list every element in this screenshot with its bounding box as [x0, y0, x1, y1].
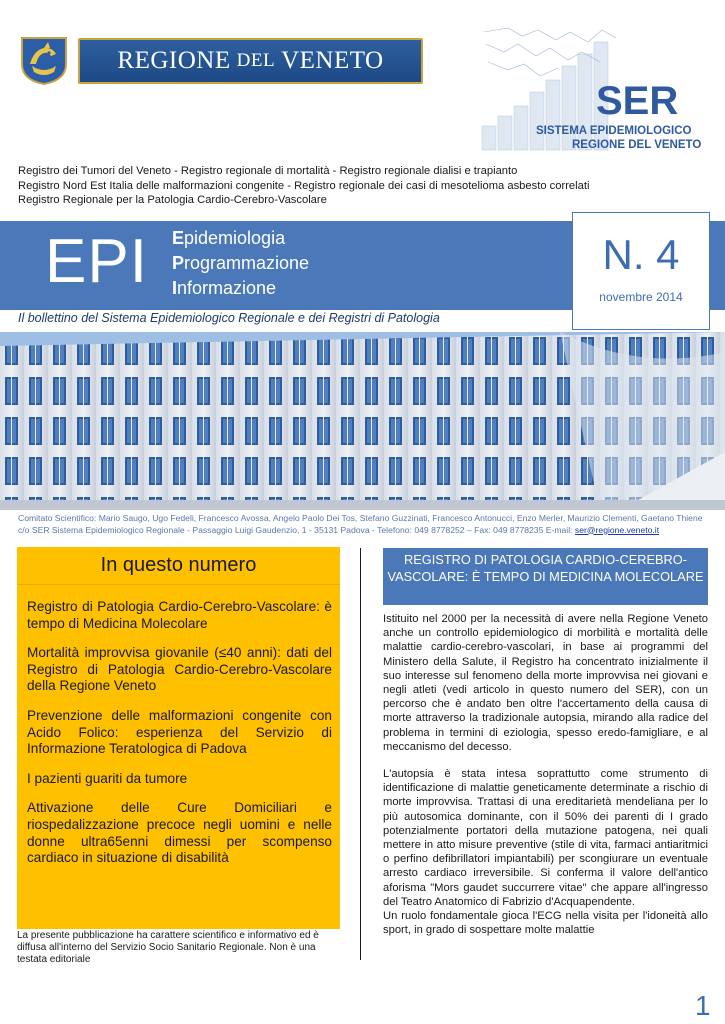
epi-word-rest: rogrammazione: [184, 253, 310, 273]
region-name-end: VENETO: [281, 47, 384, 74]
epi-title: EPI: [45, 227, 148, 296]
in-this-issue-list: [27, 599, 332, 880]
column-divider: [360, 548, 361, 960]
ser-line1: SISTEMA EPIDEMIOLOGICO: [536, 125, 692, 137]
regione-veneto-crest-logo: [18, 34, 70, 86]
ser-acronym: SER: [596, 79, 679, 123]
article-paragraph: L'autopsia è stata intesa soprattutto come strumento di identificazione di malattie geneticamente determinate a rischio di morte improvvisa. Trattasi di una ereditarietà mendeliana per lo più autosomica dominante, con il 50% dei parenti di I grado potenzialmente portatori della mutazione patogena, nei quali mettere in atto misure preventive (stile di vita, farmaci antiaritmici o perfino defibrillatori impiantabili) per scongiurare un eventuale arresto cardiaco irreversibile. Si conferma il valore dell'antico aforisma "Mors gaudet succurrere vitae" che appare all'ingresso del Teatro Anatomico di Fabrizio d'Acquapendente.: [383, 768, 708, 908]
toc-item[interactable]: I pazienti guariti da tumore: [27, 770, 188, 786]
epi-word-rest: nformazione: [177, 278, 277, 298]
epi-word-initial: I: [172, 278, 178, 298]
toc-item[interactable]: Registro di Patologia Cardio-Cerebro-Vascolare: è tempo di Medicina Molecolare: [27, 599, 332, 631]
toc-item[interactable]: Prevenzione delle malformazioni congenite con Acido Folico: esperienza del Servizio di Informazione Teratologica di Padova: [27, 707, 332, 757]
issue-box: [572, 212, 710, 330]
region-name-main: REGIONE: [117, 47, 231, 74]
article-heading: REGISTRO DI PATOLOGIA CARDIO-CEREBRO-VASCOLARE: È TEMPO DI MEDICINA MOLECOLARE: [383, 548, 708, 605]
committee-email-link[interactable]: ser@regione.veneto.it: [574, 524, 660, 535]
bulletin-tagline: Il bollettino del Sistema Epidemiologico Regionale e dei Registri di Patologia: [18, 311, 440, 325]
committee-members: Comitato Scientifico: Mario Saugo, Ugo Fedeli, Francesco Avossa, Angelo Paolo Dei Tos, Stefano Guzzinati, Francesco Antonucci, Enzo Merler, Maurizio Clementi, Gaetano Thiene: [18, 513, 703, 523]
epi-word: [172, 276, 309, 301]
article-paragraph: Un ruolo fondamentale gioca l'ECG nella visita per l'idoneità allo sport, in grado di sospettare molte malattie: [383, 910, 708, 937]
article-body: [383, 612, 708, 937]
ser-line2: REGIONE DEL VENETO: [572, 139, 702, 151]
page-number: 1: [695, 990, 711, 1021]
publication-disclaimer: La presente pubblicazione ha carattere scientifico e informativo ed è diffusa all'interno del Servizio Socio Sanitario Regionale. Non è una testata editoriale: [17, 930, 319, 965]
toc-item[interactable]: Mortalità improvvisa giovanile (≤40 anni): dati del Registro di Patologia Cardio-Cerebro-Vascolare della Regione Veneto: [27, 645, 332, 694]
registry-line: Registro Regionale per la Patologia Cardio-Cerebro-Vascolare: [18, 194, 327, 206]
epi-word: [172, 251, 309, 276]
in-this-issue-heading: In questo numero: [17, 547, 340, 585]
toc-item[interactable]: Attivazione delle Cure Domiciliari e riospedalizzazione precoce negli uomini e nelle donne ultra65enni dimessi per scompenso cardiaco in situazione di disabilità: [27, 800, 332, 866]
registry-line: Registro Nord Est Italia delle malformazioni congenite - Registro regionale dei casi di mesotelioma asbesto correlati: [18, 179, 590, 192]
ser-logo: [478, 22, 718, 162]
registry-line: Registro dei Tumori del Veneto - Registro regionale di mortalità - Registro regionale dialisi e trapianto: [18, 165, 518, 177]
epi-subtitle-words: [172, 226, 309, 301]
epi-word-initial: E: [172, 228, 185, 248]
article-paragraph: Istituito nel 2000 per la necessità di avere nella Regione Veneto anche un controllo epidemiologico di morbilità e mortalità delle malattie cardio-cerebro-vascolari, in base ai programmi del Ministero della Salute, il Registro ha concentrato inizialmente il suo interesse sul fenomeno della morte improvvisa nei giovani e negli atleti (vedi articolo in questo numero del SER), con un percorso che è andato ben oltre l'accertamento della causa di morte attraverso la tradizionale autopsia, mirando alla radice del problema in termini di eziologia, spesso eredo-famigliare, e al meccanismo del decesso.: [383, 613, 708, 753]
committee-contact: [18, 525, 708, 537]
registries-list: [18, 164, 708, 208]
epi-word: [172, 226, 309, 251]
region-name-small: DEL: [236, 50, 276, 71]
issue-date: novembre 2014: [599, 290, 683, 304]
issue-number: N. 4: [602, 231, 680, 278]
scientific-committee: [18, 513, 708, 536]
committee-address: c/o SER Sistema Epidemiologico Regionale - Passaggio Luigi Gaudenzio, 1 - 35131 Padova - Telefono: 049 8778252 – Fax: 049 8778235 E-mail:: [18, 524, 573, 535]
epi-word-initial: P: [172, 253, 185, 273]
building-photo: [0, 332, 725, 510]
epi-word-rest: pidemiologia: [184, 228, 286, 248]
regione-veneto-banner: [78, 38, 423, 84]
